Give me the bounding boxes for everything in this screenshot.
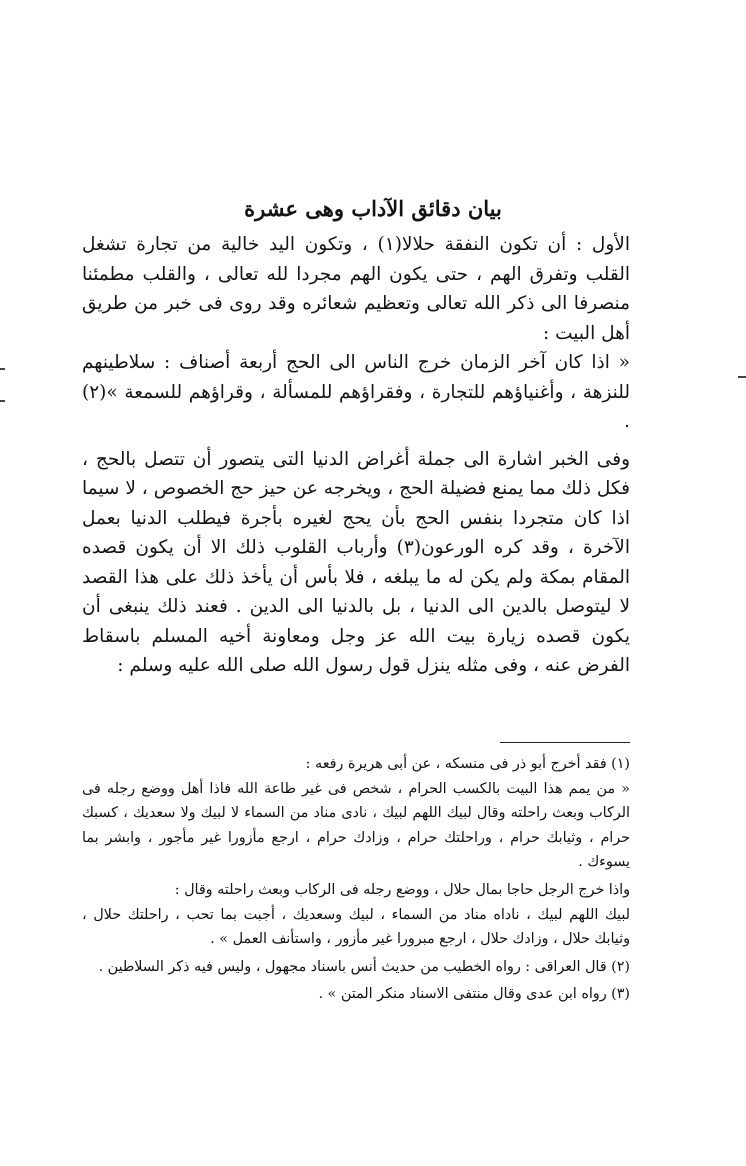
footnote-separator (500, 742, 630, 743)
footnote-3: (٣) رواه ابن عدى وقال منتفى الاسناد منكر المتن » . (318, 986, 630, 1003)
paragraph-hadith-quote: « اذا كان آخر الزمان خرج الناس الى الحج أربعة أصناف : سلاطينهم للنزهة ، وأغنياؤهم للتجارة ، وفقراؤهم للمسألة ، وقراؤهم للسمعة »(٢) . (82, 352, 630, 432)
footnote-2: (٢) قال العراقى : رواه الخطيب من حديث أنس باسناد مجهول ، وليس فيه ذكر السلاطين . (98, 958, 630, 975)
section-heading: بيان دقائق الآداب وهى عشرة (244, 196, 502, 221)
footnote-1-hadith: « من يمم هذا البيت بالكسب الحرام ، شخص فى غير طاعة الله فاذا أهل ووضع رجله فى الركاب وبعث راحلته وقال لبيك اللهم لبيك ، نادى مناد من السماء لا لبيك ولا سعديك ، كسبك حرام ، وثيابك حرام ، وراحلتك حرام ، وزادك حرام ، ارجع مأزورا غير مأجور ، وابشر بما يسوءك . (82, 780, 630, 871)
scan-margin-mark (0, 368, 5, 370)
footnote-1-reply: لبيك اللهم لبيك ، ناداه مناد من السماء ، لبيك وسعديك ، أجبت بما تحب ، راحلتك حلال ، وثيابك حلال ، وزادك حلال ، ارجع مبرورا غير مأزور ، واستأنف العمل » . (82, 906, 630, 948)
scan-margin-mark (0, 400, 5, 402)
scan-margin-mark (738, 376, 746, 378)
footnote-1: (١) فقد أخرج أبو ذر فى منسكه ، عن أبى هريرة رفعه : (305, 756, 630, 772)
footnotes (82, 752, 630, 1007)
paragraph-first-etiquette: الأول : أن تكون النفقة حلالا(١) ، وتكون اليد خالية من تجارة تشغل القلب وتفرق الهم ، حتى يكون الهم مجردا لله تعالى ، والقلب مطمئنا منصرفا الى ذكر الله تعالى وتعظيم شعائره وقد روى فى خبر من طريق أهل البيت : (82, 234, 630, 344)
footnote-1-continuation: واذا خرج الرجل حاجا بمال حلال ، ووضع رجله فى الركاب وبعث راحلته وقال : (174, 881, 630, 898)
main-text (82, 230, 630, 681)
paragraph-explanation: وفى الخبر اشارة الى جملة أغراض الدنيا التى يتصور أن تتصل بالحج ، فكل ذلك مما يمنع فضيلة الحج ، ويخرجه عن حيز حج الخصوص ، لا سيما اذا كان متجردا بنفس الحج بأن يحج لغيره بأجرة فيطلب الدنيا بعمل الآخرة ، وقد كره الورعون(٣) وأرباب القلوب ذلك الا أن يكون قصده المقام بمكة ولم يكن له ما يبلغه ، فلا بأس أن يأخذ ذلك على هذا القصد لا ليتوصل بالدين الى الدنيا ، بل بالدنيا الى الدين . فعند ذلك ينبغى أن يكون قصده زيارة بيت الله عز وجل ومعاونة أخيه المسلم باسقاط الفرض عنه ، وفى مثله ينزل قول رسول الله صلى الله عليه وسلم : (82, 448, 630, 676)
